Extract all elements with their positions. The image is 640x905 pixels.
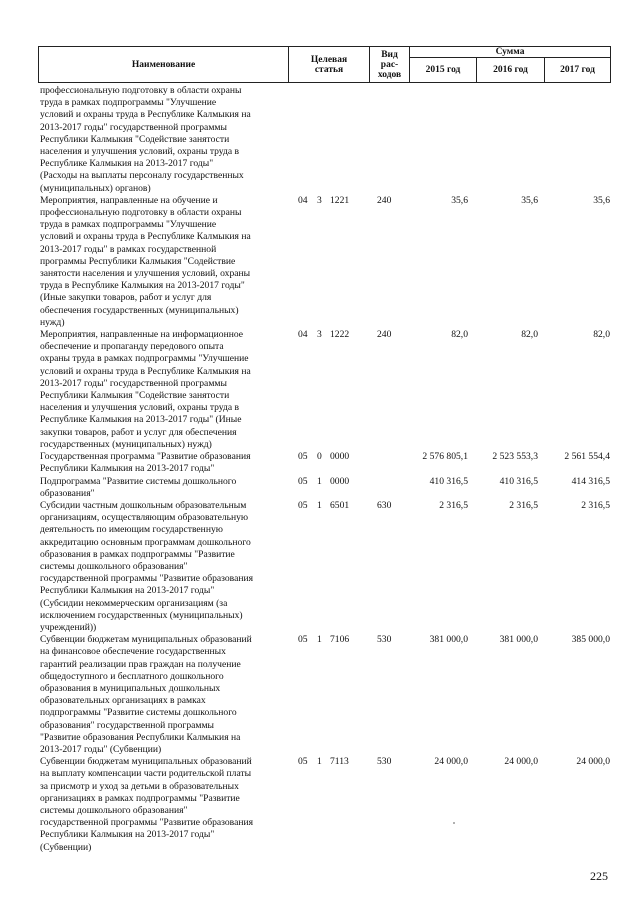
row-name: Подпрограмма "Развитие системы дошкольного образования" <box>40 475 237 499</box>
header-expense-type: Вид рас- ходов <box>370 47 410 83</box>
row-sum-2015: 410 316,5 <box>429 475 468 487</box>
table-header <box>38 46 611 83</box>
row-expense-type: 240 <box>377 194 392 206</box>
row-sum-2017: 24 000,0 <box>576 756 610 768</box>
table-row <box>40 756 610 854</box>
row-code-item: 0000 <box>330 475 350 487</box>
row-sum-2015: 24 000,0 <box>434 756 468 768</box>
row-code-item: 0000 <box>330 451 350 463</box>
row-code-section: 05 <box>298 756 308 768</box>
row-code-sub: 1 <box>317 475 322 487</box>
row-name: Субсидии частным дошкольным образовательным организациям, осуществляющим образовательную деятельность по имеющим государственную аккредитацию основным программам дошкольного образования в рамках подпрограммы "Развитие системы дошкольного образования" государственной программы "Развитие образования Республики Калмыкия на 2013-2017 годы" (Субсидии некоммерческим организациям (за исключением государственных (муниципальных) учреждений)) <box>40 499 254 633</box>
row-sum-2015: 35,6 <box>451 194 468 206</box>
row-code-section: 05 <box>298 451 308 463</box>
row-expense-type: 530 <box>377 756 392 768</box>
header-year-2016: 2016 год <box>477 58 545 83</box>
row-code-sub: 1 <box>317 499 322 511</box>
row-sum-2017: 2 561 554,4 <box>564 451 610 463</box>
row-code-section: 05 <box>298 634 308 646</box>
row-code-item: 1222 <box>330 329 350 341</box>
row-sum-2016: 24 000,0 <box>504 756 538 768</box>
row-code-sub: 3 <box>317 194 322 206</box>
row-sum-2016: 82,0 <box>521 329 538 341</box>
row-code-section: 04 <box>298 329 308 341</box>
row-sum-2016: 2 523 553,3 <box>492 451 538 463</box>
table-row <box>40 476 610 500</box>
row-code-item: 1221 <box>330 194 350 206</box>
row-sum-2015: 2 576 805,1 <box>422 451 468 463</box>
row-code-sub: 1 <box>317 634 322 646</box>
row-name: Субвенции бюджетам муниципальных образований на выплату компенсации части родительской платы за присмотр и уход за детьми в образовательных организациях в рамках подпрограммы "Развитие системы дошкольного образования" государственной программы "Развитие образования Республики Калмыкия на 2013-2017 годы" (Субвенции) <box>40 756 254 853</box>
row-sum-2017: 82,0 <box>593 329 610 341</box>
header-year-2017: 2017 год <box>545 58 611 83</box>
row-code-section: 05 <box>298 475 308 487</box>
row-name: Мероприятия, направленные на информационное обеспечение и пропаганду передового опыта охраны труда в рамках подпрограммы "Улучшение условий и охраны труда в Республике Калмыкия на 2013-2017 годы" государственной программы Республики Калмыкия "Содействие занятости населения и улучшения условий, охраны труда в Республике Калмыкия на 2013-2017 годы" (Иные закупки товаров, работ и услуг для обеспечения государственных (муниципальных) нужд) <box>40 329 251 450</box>
row-sum-2015: 2 316,5 <box>439 499 468 511</box>
table-row <box>40 195 610 329</box>
row-code-sub: 1 <box>317 756 322 768</box>
row-code-item: 7106 <box>330 634 350 646</box>
table-row <box>40 634 610 756</box>
row-sum-2016: 410 316,5 <box>499 475 538 487</box>
row-sum-2017: 2 316,5 <box>581 499 610 511</box>
row-name: Субвенции бюджетам муниципальных образований на финансовое обеспечение государственных гарантий реализации прав граждан на получение общедоступного и бесплатного дошкольного образования в муниципальных дошкольных образовательных организациях в рамках подпрограммы "Развитие системы дошкольного образования" государственной программы "Развитие образования Республики Калмыкия на 2013-2017 годы" (Субвенции) <box>40 634 252 755</box>
row-sum-2016: 2 316,5 <box>509 499 538 511</box>
header-year-2015: 2015 год <box>410 58 477 83</box>
table-row <box>40 329 610 451</box>
table-row <box>40 451 610 475</box>
row-name: Государственная программа "Развитие образования Республики Калмыкия на 2013-2017 годы" <box>40 451 251 475</box>
row-code-sub: 0 <box>317 451 322 463</box>
header-sum: Сумма <box>410 47 611 58</box>
table-body <box>40 85 610 854</box>
scan-speck <box>453 822 455 824</box>
row-code-item: 7113 <box>330 756 349 768</box>
row-name: профессиональную подготовку в области охраны труда в рамках подпрограммы "Улучшение условий и охраны труда в Республике Калмыкия на 2013-2017 годы" государственной программы Республики Калмыкия "Содействие занятости населения и улучшения условий, охраны труда в Республике Калмыкия на 2013-2017 годы" (Расходы на выплаты персоналу государственных (муниципальных) органов) <box>40 85 251 194</box>
row-code-item: 6501 <box>330 499 350 511</box>
row-code-section: 04 <box>298 194 308 206</box>
row-code-section: 05 <box>298 499 308 511</box>
row-expense-type: 630 <box>377 499 392 511</box>
row-sum-2016: 35,6 <box>521 194 538 206</box>
row-expense-type: 240 <box>377 329 392 341</box>
header-target-article: Целевая статья <box>289 47 370 83</box>
row-sum-2015: 82,0 <box>451 329 468 341</box>
row-sum-2015: 381 000,0 <box>429 634 468 646</box>
row-expense-type: 530 <box>377 634 392 646</box>
row-sum-2017: 385 000,0 <box>571 634 610 646</box>
row-name: Мероприятия, направленные на обучение и профессиональную подготовку в области охраны труда в рамках подпрограммы "Улучшение условий и охраны труда в Республике Калмыкия на 2013-2017 годы" в рамках государственной программы Республики Калмыкия "Содействие занятости населения и улучшения условий, охраны труда в Республике Калмыкия на 2013-2017 годы" (Иные закупки товаров, работ и услуг для обеспечения государственных (муниципальных) нужд) <box>40 194 251 328</box>
row-code-sub: 3 <box>317 329 322 341</box>
table-row <box>40 500 610 634</box>
row-sum-2017: 414 316,5 <box>571 475 610 487</box>
row-sum-2017: 35,6 <box>593 194 610 206</box>
page-number: 225 <box>590 869 608 883</box>
row-sum-2016: 381 000,0 <box>499 634 538 646</box>
table-row <box>40 85 610 195</box>
header-name: Наименование <box>39 47 289 83</box>
